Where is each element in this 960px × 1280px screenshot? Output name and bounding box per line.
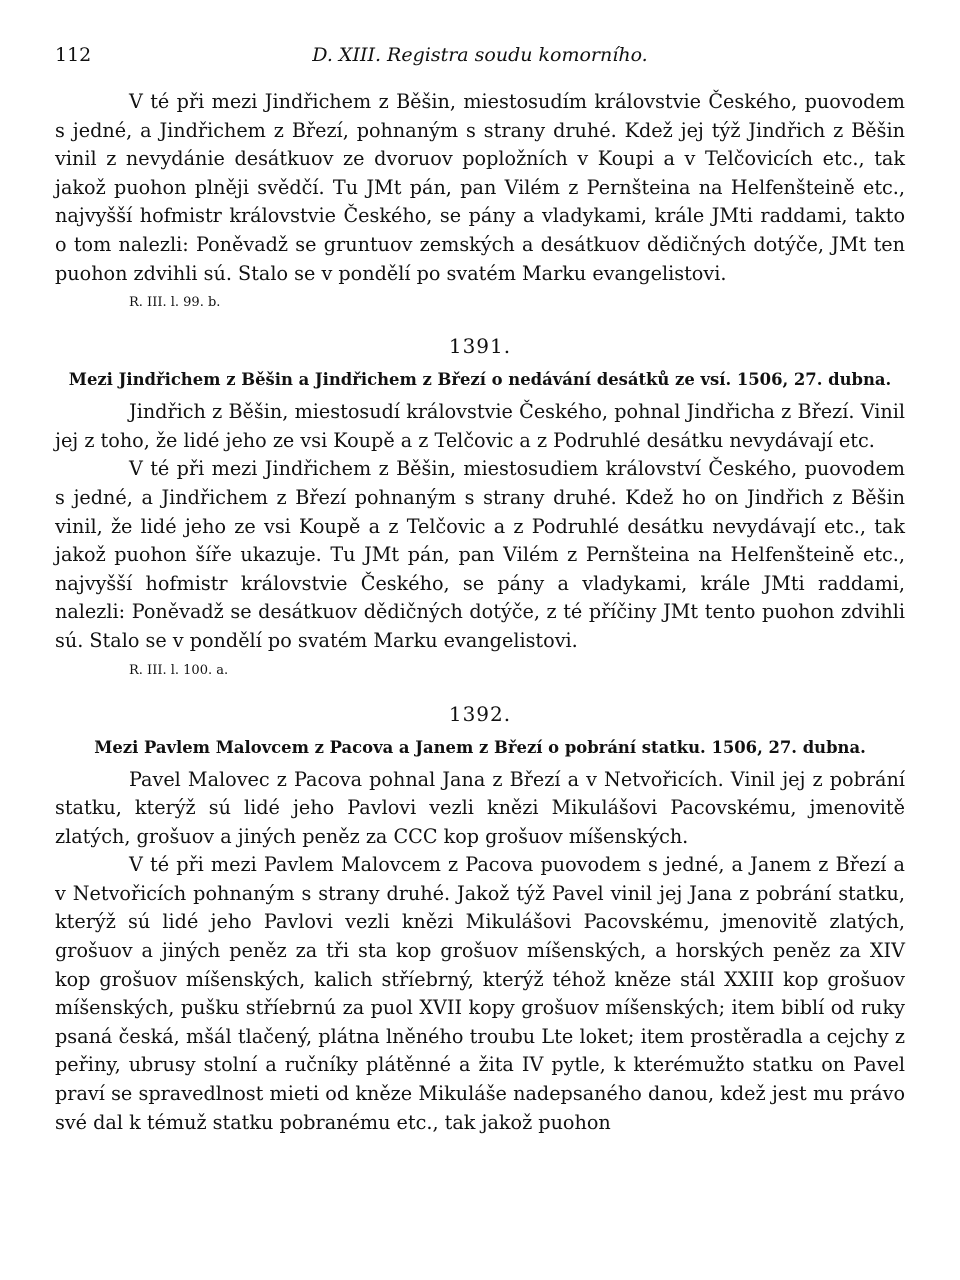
- paragraph: Jindřich z Běšin, miestosudí královstvie Českého, pohnal Jindřicha z Březí. Vinil jej z toho, že lidé jeho ze vsi Koupě a z Telčovic a z Podruhlé desátku nevydávají etc.: [55, 400, 905, 452]
- running-title: D. XIII. Registra soudu komorního.: [312, 44, 648, 66]
- archival-reference: R. III. l. 100. a.: [129, 662, 229, 678]
- entry-summary: Mezi Jindřichem z Běšin a Jindřichem z Březí o nedávání desátků ze vsí. 1506, 27. dubna.: [68, 370, 892, 390]
- page-number: 112: [55, 44, 92, 66]
- document-page: [55, 44, 905, 1137]
- entry-number: 1392.: [448, 701, 512, 726]
- running-head: [55, 44, 905, 74]
- paragraph: V té při mezi Jindřichem z Běšin, miestosudiem království Českého, puovodem s jedné, a Jindřichem z Březí pohnaným s strany druhé. Kdež ho on Jindřich z Běšin vinil, že lidé jeho ze vsi Koupě a z Telčovic a z Podruhlé desátku nevydávají etc., tak jakož puohon šíře ukazuje. Tu JMt pán, pan Vilém z Pernšteina na Helfenšteině etc., najvyšší hofmistr královstvie Českého, se pány a vladykami, krále JMti raddami, nalezli: Poněvadž se desátkuov dědičných dotýče, z té příčiny JMt tento puohon zdvihli sú. Stalo se v pondělí po svatém Marku evangelistovi.: [55, 457, 905, 652]
- entry-summary: Mezi Pavlem Malovcem z Pacova a Janem z Březí o pobrání statku. 1506, 27. dubna.: [94, 737, 866, 757]
- paragraph: Pavel Malovec z Pacova pohnal Jana z Březí a v Netvořicích. Vinil jej z pobrání statku, kterýž sú lidé jeho Pavlovi vezli knězi Mikulášovi Pacovskému, jmenovitě zlatých, grošuov a jiných peněz za CCC kop grošuov míšenských.: [55, 767, 905, 848]
- archival-reference: R. III. l. 99. b.: [129, 295, 221, 311]
- entry-number: 1391.: [448, 334, 512, 359]
- paragraph: V té při mezi Jindřichem z Běšin, miestosudím královstvie Českého, puovodem s jedné, a Jindřichem z Březí, pohnaným s strany druhé. Kdež jej týž Jindřich z Běšin vinil z nevydánie desátkuov ze dvoruov popložních v Koupi a v Telčovicích etc., tak jakož puohon plněji svědčí. Tu JMt pán, pan Vilém z Pernšteina na Helfenšteině etc., najvyšší hofmistr královstvie Českého, se pány a vladykami, krále JMti raddami, takto o tom nalezli: Poněvadž se gruntuov zemských a desátkuov dědičných dotýče, JMt ten puohon zdvihli sú. Stalo se v pondělí po svatém Marku evangelistovi.: [55, 90, 905, 285]
- paragraph: V té při mezi Pavlem Malovcem z Pacova puovodem s jedné, a Janem z Březí a v Netvořicích pohnaným s strany druhé. Jakož týž Pavel vinil jej Jana z pobrání statku, kterýž sú lidé jeho Pavlovi vezli knězi Mikulášovi Pacovskému, jmenovitě zlatých, grošuov a jiných peněz za tři sta kop grošuov míšenských, a horských peněz za XIV kop grošuov míšenských, kalich stříebrný, kterýž téhož kněze stál XXIII kop grošuov míšenských, pušku stříebrnú za puol XVII kopy grošuov míšenských; item biblí od ruky psaná česká, mšál tlačený, plátna lněného troubu Lte loket; item prostěradla a cejchy z peřiny, ubrusy stolní a ručníky plátěnné a žita IV pytle, k kterémužto statku on Pavel praví se spravedlnost mieti od kněze Mikuláše nadepsaného danou, kdež jest mu právo své dal k témuž statku pobranému etc., tak jakož puohon: [55, 853, 905, 1134]
